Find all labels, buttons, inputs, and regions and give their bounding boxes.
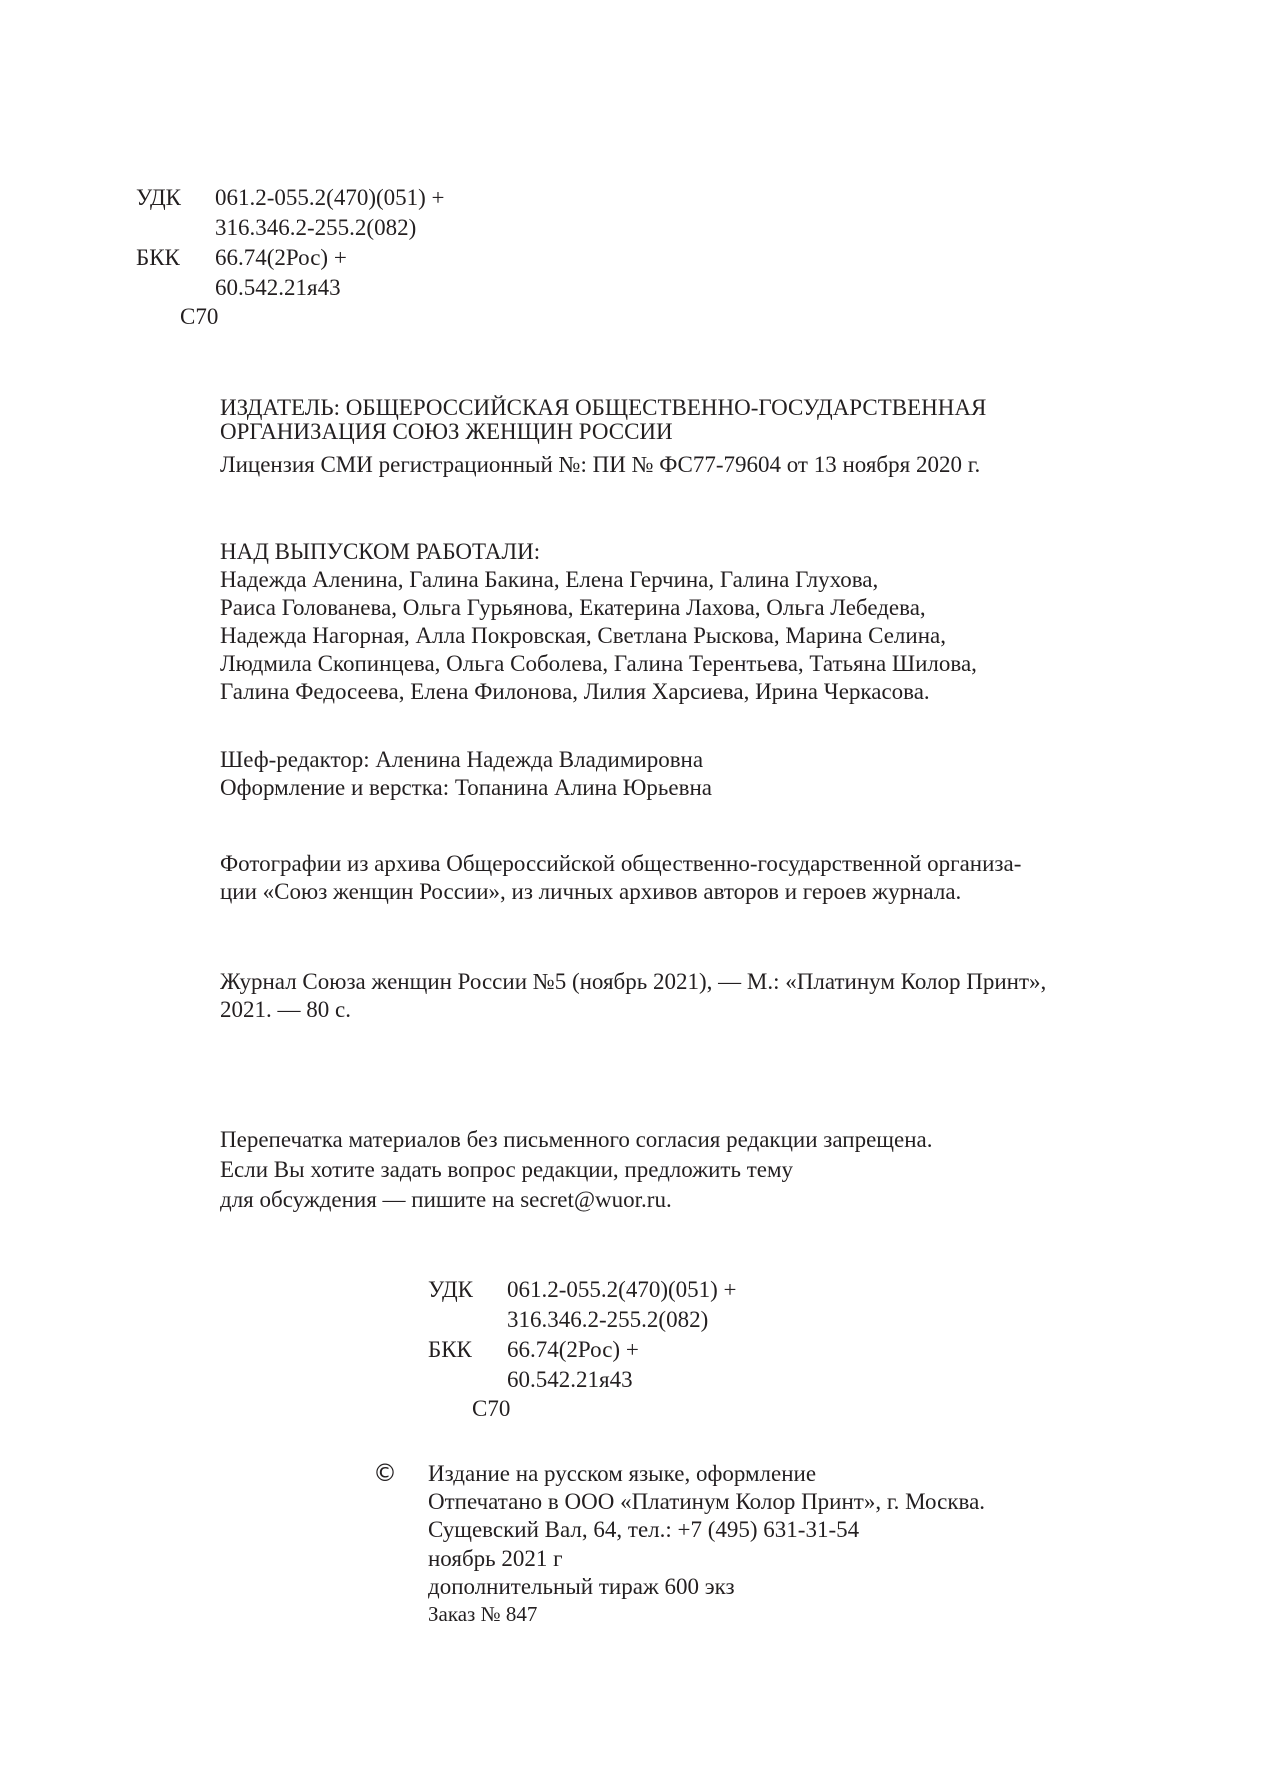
notice-line3: для обсуждения — пишите на secret@wuor.ru.	[220, 1187, 672, 1212]
contributors-line: Надежда Аленина, Галина Бакина, Елена Герчина, Галина Глухова,	[220, 567, 879, 592]
bbk-value-line1: 66.74(2Рос) +	[507, 1337, 639, 1362]
editors-block	[220, 748, 1180, 808]
contributors-block	[220, 540, 1180, 710]
notice-line2: Если Вы хотите задать вопрос редакции, предложить тему	[220, 1157, 794, 1182]
udk-value-line2: 316.346.2-255.2(082)	[507, 1307, 709, 1332]
udk-value-line1: 061.2-055.2(470)(051) +	[507, 1277, 737, 1302]
bbk-value-line2: 60.542.21я43	[507, 1367, 633, 1392]
imprint-line3: Сущевский Вал, 64, тел.: +7 (495) 631-31-54	[428, 1517, 860, 1542]
chief-editor-line: Шеф-редактор: Аленина Надежда Владимировна	[220, 747, 704, 772]
udk-label: УДК	[136, 185, 181, 210]
photo-credits-line2: ции «Союз женщин России», из личных архивов авторов и героев журнала.	[220, 879, 962, 904]
citation-line2: 2021. — 80 с.	[220, 997, 351, 1022]
layout-line: Оформление и верстка: Топанина Алина Юрьевна	[220, 775, 713, 800]
photo-credits-block	[220, 852, 1180, 912]
imprint-line6: Заказ № 847	[428, 1602, 538, 1626]
bbk-label: БКК	[136, 245, 180, 270]
udk-label: УДК	[428, 1277, 473, 1302]
license-line: Лицензия СМИ регистрационный №: ПИ № ФС77-79604 от 13 ноября 2020 г.	[220, 452, 981, 477]
author-mark: С70	[472, 1396, 511, 1421]
author-mark: С70	[180, 304, 219, 329]
imprint-line1: Издание на русском языке, оформление	[428, 1461, 817, 1486]
citation-line1: Журнал Союза женщин России №5 (ноябрь 2021), — М.: «Платинум Колор Принт»,	[220, 969, 1047, 994]
imprint-block	[428, 1462, 1188, 1652]
contributors-line: Надежда Нагорная, Алла Покровская, Светлана Рыскова, Марина Селина,	[220, 623, 946, 648]
imprint-line5: дополнительный тираж 600 экз	[428, 1574, 735, 1599]
contributors-line: Раиса Голованева, Ольга Гурьянова, Екатерина Лахова, Ольга Лебедева,	[220, 595, 926, 620]
publisher-line2: ОРГАНИЗАЦИЯ СОЮЗ ЖЕНЩИН РОССИИ	[220, 419, 673, 444]
imprint-line2: Отпечатано в ООО «Платинум Колор Принт», г. Москва.	[428, 1489, 986, 1514]
copyright-icon: ©	[373, 1459, 397, 1487]
photo-credits-line1: Фотографии из архива Общероссийской общественно-государственной организа-	[220, 851, 1022, 876]
bbk-label: БКК	[428, 1337, 472, 1362]
contributors-line: Людмила Скопинцева, Ольга Соболева, Галина Терентьева, Татьяна Шилова,	[220, 651, 977, 676]
bbk-value-line1: 66.74(2Рос) +	[215, 245, 347, 270]
classification-top	[136, 185, 536, 329]
reprint-notice-block	[220, 1128, 1180, 1218]
imprint-line4: ноябрь 2021 г	[428, 1546, 563, 1571]
contributors-line: Галина Федосеева, Елена Филонова, Лилия Харсиева, Ирина Черкасова.	[220, 679, 930, 704]
publisher-block	[220, 396, 1180, 486]
publisher-line1: ИЗДАТЕЛЬ: ОБЩЕРОССИЙСКАЯ ОБЩЕСТВЕННО-ГОСУДАРСТВЕННАЯ	[220, 395, 987, 420]
udk-value-line2: 316.346.2-255.2(082)	[215, 215, 417, 240]
citation-block	[220, 970, 1180, 1030]
contributors-heading: НАД ВЫПУСКОМ РАБОТАЛИ:	[220, 539, 541, 564]
notice-line1: Перепечатка материалов без письменного согласия редакции запрещена.	[220, 1127, 933, 1152]
classification-bottom	[428, 1277, 828, 1421]
udk-value-line1: 061.2-055.2(470)(051) +	[215, 185, 445, 210]
bbk-value-line2: 60.542.21я43	[215, 275, 341, 300]
